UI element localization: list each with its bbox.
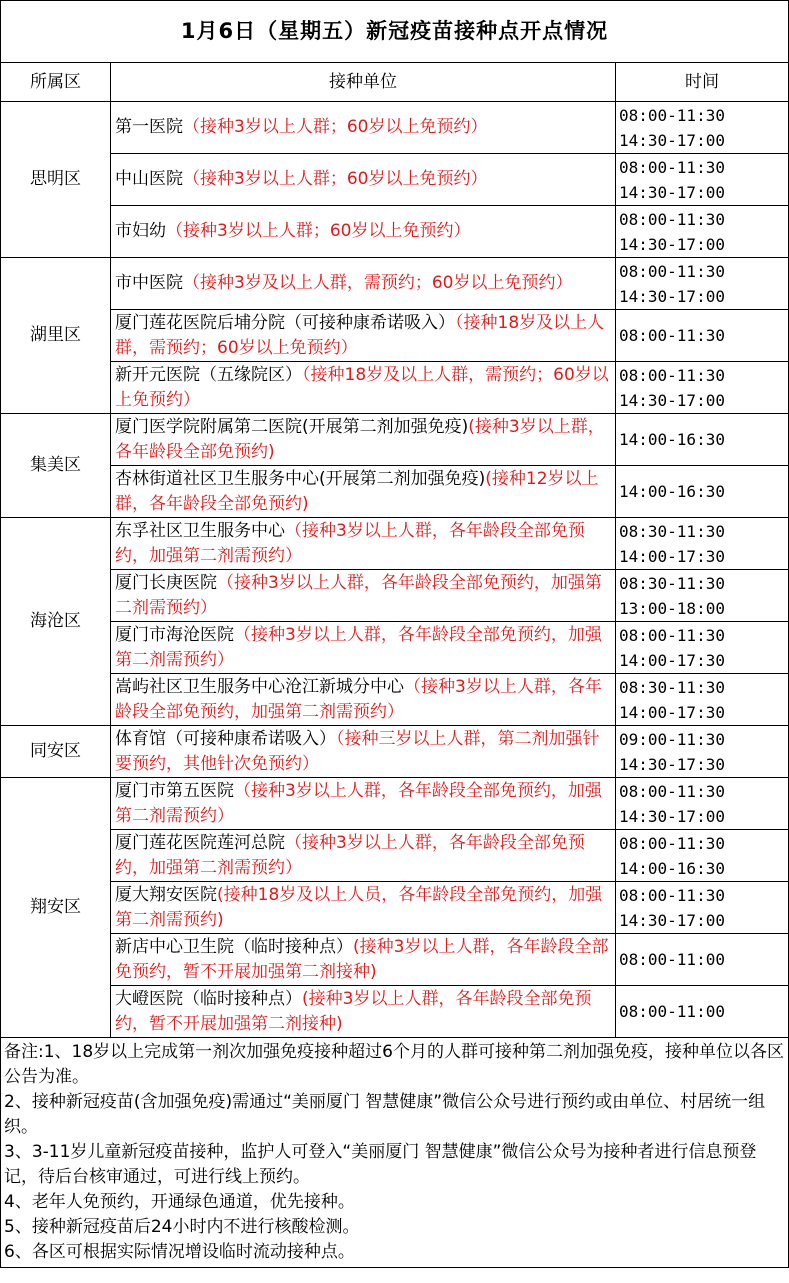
time-slot: 08:00-11:30 — [619, 833, 725, 853]
site-cell — [111, 258, 616, 310]
remark-line: 3、3-11岁儿童新冠疫苗接种，监护人可登入“美丽厦门 智慧健康”微信公众号为接种者进行信息预登记，待后台核审通过，可进行线上预约。 — [4, 1142, 757, 1187]
header-time: 时间 — [616, 63, 789, 102]
site-cell — [111, 206, 616, 258]
site-note: (接种3岁以上人群，各年龄段全部免预约，暂不开展加强第二剂接种) — [115, 936, 609, 982]
site-cell — [111, 726, 616, 778]
remark-line: 4、老年人免预约，开通绿色通道，优先接种。 — [4, 1192, 355, 1212]
district-cell: 湖里区 — [1, 258, 111, 414]
site-name: 体育馆（可接种康希诺吸入） — [115, 728, 336, 749]
site-cell — [111, 466, 616, 518]
site-cell — [111, 362, 616, 414]
site-note: (接种3岁以上人群，各年龄段全部免预约，暂不开展加强第二剂接种) — [115, 988, 592, 1034]
site-note: （接种3岁以上人群；60岁以上免预约） — [183, 169, 488, 189]
time-slot: 08:00-11:30 — [619, 261, 725, 281]
time-cell — [616, 674, 789, 726]
time-cell — [616, 154, 789, 206]
time-cell — [616, 102, 789, 154]
remarks-cell — [1, 1038, 789, 1268]
time-slot: 14:30-17:00 — [619, 286, 725, 306]
site-note: （接种18岁及以上人群，需预约；60岁以上免预约） — [115, 364, 609, 410]
time-cell — [616, 726, 789, 778]
site-name: 厦大翔安医院 — [115, 884, 217, 905]
site-note: (接种12岁以上群，各年龄段全部免预约) — [115, 468, 599, 514]
table-row — [1, 466, 789, 518]
site-note: （接种3岁以上人群；60岁以上免预约） — [166, 221, 471, 241]
header-site: 接种单位 — [111, 63, 616, 102]
time-slot: 14:30-17:30 — [619, 754, 725, 774]
site-note: （接种3岁以上人群，各年龄段全部免预约，加强第二剂需预约） — [115, 624, 602, 670]
time-cell — [616, 466, 789, 518]
site-cell — [111, 570, 616, 622]
remarks-row — [1, 1038, 789, 1268]
site-name: 市妇幼 — [115, 221, 166, 241]
time-cell — [616, 310, 789, 362]
table-row — [1, 206, 789, 258]
site-name: 厦门医学院附属第二医院(开展第二剂加强免疫) — [115, 416, 469, 437]
site-note: （接种3岁及以上人群，需预约；60岁以上免预约） — [183, 273, 573, 293]
time-slot: 08:30-11:30 — [619, 677, 725, 697]
time-slot: 14:30-17:00 — [619, 182, 725, 202]
site-cell — [111, 310, 616, 362]
time-slot: 14:30-17:00 — [619, 910, 725, 930]
time-slot: 08:00-11:30 — [619, 105, 725, 125]
site-cell — [111, 414, 616, 466]
site-name: 厦门市第五医院 — [115, 780, 234, 801]
time-cell — [616, 258, 789, 310]
table-row — [1, 934, 789, 986]
table-row — [1, 882, 789, 934]
time-slot: 08:30-11:30 — [619, 573, 725, 593]
time-cell — [616, 570, 789, 622]
remark-line: 5、接种新冠疫苗后24小时内不进行核酸检测。 — [4, 1217, 360, 1237]
site-cell — [111, 882, 616, 934]
site-note: （接种3岁以上人群，各年龄段全部免预约，加强第二剂需预约） — [115, 832, 585, 878]
site-cell — [111, 986, 616, 1038]
site-name: 市中医院 — [115, 273, 183, 293]
time-slot: 14:00-17:30 — [619, 650, 725, 670]
time-cell — [616, 830, 789, 882]
site-name: 厦门莲花医院后埔分院（可接种康希诺吸入） — [115, 312, 455, 333]
time-slot: 14:00-17:30 — [619, 702, 725, 722]
time-slot: 14:30-17:00 — [619, 390, 725, 410]
remark-line: 备注:1、18岁以上完成第一剂次加强免疫接种超过6个月的人群可接种第二剂加强免疫，接种单位以各区公告为准。 — [4, 1042, 784, 1087]
site-name: 东孚社区卫生服务中心 — [115, 520, 285, 541]
time-cell — [616, 414, 789, 466]
site-name: 中山医院 — [115, 169, 183, 189]
remark-line: 2、接种新冠疫苗(含加强免疫)需通过“美丽厦门 智慧健康”微信公众号进行预约或由单位、村居统一组织。 — [4, 1092, 766, 1137]
table-row — [1, 778, 789, 830]
table-row — [1, 986, 789, 1038]
site-cell — [111, 102, 616, 154]
time-cell — [616, 778, 789, 830]
site-cell — [111, 518, 616, 570]
site-note: （接种3岁以上人群；60岁以上免预约） — [183, 117, 488, 137]
table-row — [1, 622, 789, 674]
site-note: （接种三岁以上人群，第二剂加强针要预约，其他针次免预约） — [115, 728, 600, 774]
time-slot: 14:30-17:00 — [619, 806, 725, 826]
table-row — [1, 310, 789, 362]
table-row — [1, 518, 789, 570]
time-cell — [616, 934, 789, 986]
site-name: 厦门莲花医院莲河总院 — [115, 832, 285, 853]
table-body — [1, 1, 789, 1268]
time-slot: 08:30-11:30 — [619, 521, 725, 541]
site-cell — [111, 778, 616, 830]
time-slot: 14:00-16:30 — [619, 858, 725, 878]
time-slot: 08:00-11:30 — [619, 326, 725, 345]
table-row — [1, 258, 789, 310]
site-note: （接种18岁及以上人群，需预约；60岁以上免预约） — [115, 312, 605, 358]
table-row — [1, 414, 789, 466]
table-row — [1, 830, 789, 882]
time-cell — [616, 362, 789, 414]
time-slot: 08:00-11:30 — [619, 157, 725, 177]
time-slot: 14:00-16:30 — [619, 430, 725, 449]
time-cell — [616, 622, 789, 674]
time-cell — [616, 206, 789, 258]
table-row — [1, 570, 789, 622]
district-cell: 思明区 — [1, 102, 111, 258]
time-slot: 08:00-11:00 — [619, 950, 725, 969]
page-title: 1月6日（星期五）新冠疫苗接种点开点情况 — [1, 1, 789, 63]
site-name: 第一医院 — [115, 117, 183, 137]
site-name: 大嶝医院（临时接种点） — [115, 988, 302, 1009]
district-cell: 海沧区 — [1, 518, 111, 726]
site-note: (接种18岁及以上人员，各年龄段全部免预约，加强第二剂需预约) — [115, 884, 603, 930]
time-cell — [616, 518, 789, 570]
title-row — [1, 1, 789, 63]
site-cell — [111, 622, 616, 674]
time-slot: 13:00-18:00 — [619, 598, 725, 618]
time-slot: 08:00-11:30 — [619, 885, 725, 905]
site-name: 嵩屿社区卫生服务中心沧江新城分中心 — [115, 676, 404, 697]
site-name: 厦门长庚医院 — [115, 572, 217, 593]
district-cell: 集美区 — [1, 414, 111, 518]
time-slot: 08:00-11:30 — [619, 625, 725, 645]
site-note: (接种3岁以上群，各年龄段全部免预约) — [115, 416, 605, 462]
header-row — [1, 63, 789, 102]
district-cell: 翔安区 — [1, 778, 111, 1038]
site-name: 杏林街道社区卫生服务中心(开展第二剂加强免疫) — [115, 468, 486, 489]
site-name: 新店中心卫生院（临时接种点） — [115, 936, 353, 957]
time-slot: 08:00-11:00 — [619, 1002, 725, 1021]
table-row — [1, 154, 789, 206]
table-row — [1, 674, 789, 726]
time-slot: 14:00-16:30 — [619, 482, 725, 501]
time-slot: 14:30-17:00 — [619, 234, 725, 254]
site-cell — [111, 830, 616, 882]
table-row — [1, 362, 789, 414]
remark-line: 6、各区可根据实际情况增设临时流动接种点。 — [4, 1242, 355, 1262]
time-slot: 14:00-17:30 — [619, 546, 725, 566]
time-slot: 08:00-11:30 — [619, 781, 725, 801]
time-slot: 08:00-11:30 — [619, 209, 725, 229]
site-note: （接种3岁以上人群，各年龄段全部免预约，加强第二剂需预约） — [115, 676, 602, 722]
site-cell — [111, 154, 616, 206]
district-cell: 同安区 — [1, 726, 111, 778]
time-slot: 14:30-17:00 — [619, 130, 725, 150]
header-district: 所属区 — [1, 63, 111, 102]
site-name: 厦门市海沧医院 — [115, 624, 234, 645]
time-slot: 09:00-11:30 — [619, 729, 725, 749]
site-note: （接种3岁以上人群，各年龄段全部免预约，加强第二剂需预约） — [115, 780, 602, 826]
time-slot: 08:00-11:30 — [619, 365, 725, 385]
time-cell — [616, 882, 789, 934]
site-note: （接种3岁以上人群，各年龄段全部免预约，加强第二剂需预约） — [115, 572, 602, 618]
site-cell — [111, 674, 616, 726]
table-row — [1, 726, 789, 778]
site-note: （接种3岁以上人群，各年龄段全部免预约，加强第二剂需预约） — [115, 520, 585, 566]
time-cell — [616, 986, 789, 1038]
site-name: 新开元医院（五缘院区） — [115, 364, 302, 385]
table-row — [1, 102, 789, 154]
site-cell — [111, 934, 616, 986]
